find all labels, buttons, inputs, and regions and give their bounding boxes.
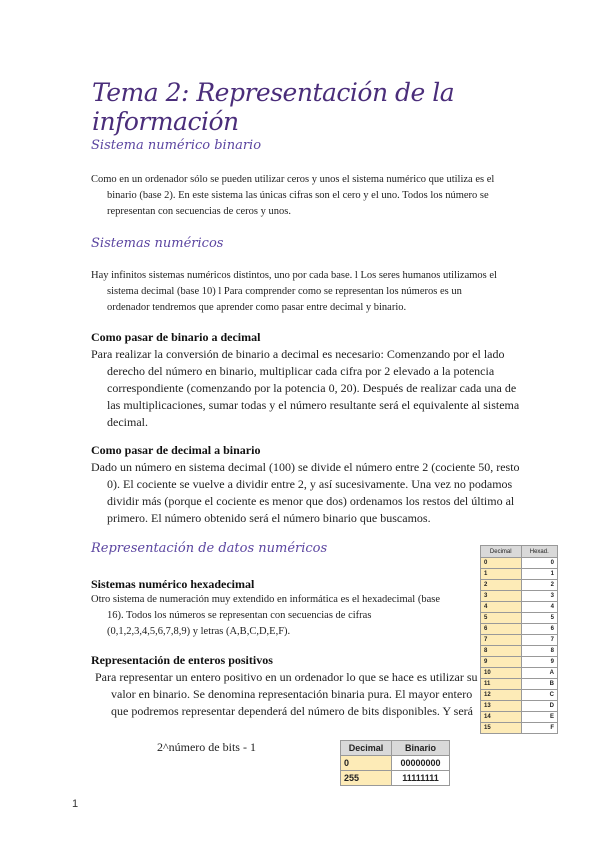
table-cell-decimal: 0 [481,558,522,569]
table-cell-decimal: 11 [481,679,522,690]
table-row [481,635,558,646]
table-row [481,690,558,701]
table-cell-value: 2 [521,580,557,591]
text-line: Hay infinitos sistemas numéricos distintos, uno por cada base. l Los seres humanos utilizamos el [91,270,497,281]
paragraph-decimal-a-binario: Dado un número en sistema decimal (100) se divide el número entre 2 (cociente 50, resto 0). El cociente se vuelve a dividir entre 2, y así sucesivamente. Una vez no podamos dividir más (porque el cociente es menor que dos) ordenamos los restos del último al primero. El número obtenido será el número binario que buscamos. [91,460,520,525]
table-cell-decimal: 4 [481,602,522,613]
page-title: Tema 2: Representación de la información [92,78,455,136]
table-cell-value: 7 [521,635,557,646]
heading-sistema-binario: Sistema numérico binario [91,138,262,153]
table-cell-value: 6 [521,624,557,635]
table-row [481,558,558,569]
table-cell-decimal: 3 [481,591,522,602]
table-cell-value: 9 [521,657,557,668]
paragraph-sistemas [91,268,501,316]
table-cell-decimal: 14 [481,712,522,723]
hex-table [480,545,558,734]
binary-table-header-binario: Binario [392,741,450,756]
table-cell-value: E [521,712,557,723]
table-cell-value: 5 [521,613,557,624]
table-row [481,679,558,690]
text-line: Otro sistema de numeración muy extendido en informática es el hexadecimal (base [91,594,440,605]
text-line: binario (base 2). En este sistema las únicas cifras son el cero y el uno. Todos los número se [107,190,489,201]
heading-enteros-positivos: Representación de enteros positivos [91,653,273,667]
table-cell-value: 4 [521,602,557,613]
table-cell-decimal: 6 [481,624,522,635]
table-row [481,569,558,580]
table-cell-decimal: 7 [481,635,522,646]
table-cell-decimal: 10 [481,668,522,679]
table-row [481,646,558,657]
hex-table-header-hexad: Hexad. [521,546,557,558]
heading-sistemas-numericos: Sistemas numéricos [91,236,224,251]
table-row [481,712,558,723]
text-line: (0,1,2,3,4,5,6,7,8,9) y letras (A,B,C,D,E,F). [107,626,291,637]
table-cell-decimal: 9 [481,657,522,668]
table-cell-value: 11111111 [392,771,450,786]
text-line: 16). Todos los números se representan con secuencias de cifras [107,610,372,621]
paragraph-binario-a-decimal: Para realizar la conversión de binario a decimal es necesario: Comenzando por el lado derecho del número en binario, multiplicar cada cifra por 2 elevado a la potencia correspondiente (comenzando por la potencia 0, 20). Después de realizar cada una de las multiplicaciones, sumar todas y el número resultante será el equivalente al sistema decimal. [91,347,520,429]
table-row [341,771,450,786]
binary-table [340,740,450,786]
formula: 2^número de bits - 1 [157,740,256,754]
table-row [341,756,450,771]
heading-decimal-a-binario: Como pasar de decimal a binario [91,443,261,457]
table-cell-decimal: 2 [481,580,522,591]
table-cell-decimal: 15 [481,723,522,734]
table-cell-value: 00000000 [392,756,450,771]
table-cell-decimal: 12 [481,690,522,701]
paragraph-binario [91,172,501,220]
table-cell-value: C [521,690,557,701]
table-row [481,613,558,624]
table-row [481,580,558,591]
table-cell-value: B [521,679,557,690]
table-cell-value: 1 [521,569,557,580]
text-line: sistema decimal (base 10) l Para comprender como se representan los números es un [107,286,462,297]
table-row [481,624,558,635]
table-cell-decimal: 0 [341,756,392,771]
table-cell-value: 0 [521,558,557,569]
table-cell-value: F [521,723,557,734]
table-cell-decimal: 5 [481,613,522,624]
table-row [481,701,558,712]
paragraph-enteros: Para representar un entero positivo en un ordenador lo que se hace es utilizar su valor en binario. Se denomina representación binaria pura. El mayor entero que podremos representar dependerá del número de bits disponibles. Y será [95,670,478,718]
page-number: 1 [72,798,79,810]
text-line: ordenador tendremos que aprender como pasar entre decimal y binario. [107,302,407,313]
table-cell-value: D [521,701,557,712]
hex-table-header-decimal: Decimal [481,546,522,558]
table-row [481,668,558,679]
table-cell-value: 3 [521,591,557,602]
table-cell-decimal: 8 [481,646,522,657]
binary-table-header-decimal: Decimal [341,741,392,756]
text-line: representan con secuencias de ceros y unos. [107,206,291,217]
table-row [481,723,558,734]
text-line: Como en un ordenador sólo se pueden utilizar ceros y unos el sistema numérico que utiliza es el [91,174,495,185]
table-row [481,602,558,613]
table-row [481,591,558,602]
table-cell-decimal: 13 [481,701,522,712]
table-cell-value: 8 [521,646,557,657]
table-cell-decimal: 255 [341,771,392,786]
heading-datos-numericos: Representación de datos numéricos [91,541,328,556]
paragraph-hexadecimal [91,592,471,640]
heading-hexadecimal: Sistemas numérico hexadecimal [91,577,255,591]
table-cell-decimal: 1 [481,569,522,580]
table-cell-value: A [521,668,557,679]
heading-binario-a-decimal: Como pasar de binario a decimal [91,330,261,344]
table-row [481,657,558,668]
